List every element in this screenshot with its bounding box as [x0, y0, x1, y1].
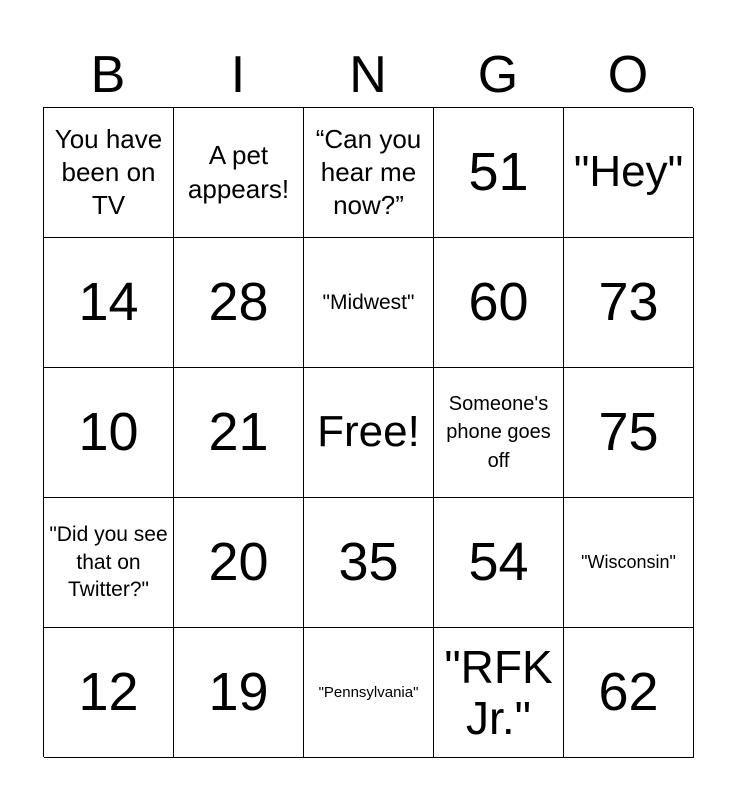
bingo-cell[interactable]: 60 [434, 238, 564, 368]
bingo-cell[interactable]: 62 [564, 628, 694, 758]
header-letter-b: B [90, 46, 126, 104]
bingo-card-grid [43, 107, 693, 757]
bingo-cell[interactable]: "Did you see that on Twitter?" [44, 498, 174, 628]
bingo-cell[interactable]: A pet appears! [174, 108, 304, 238]
bingo-cell[interactable]: "RFK Jr." [434, 628, 564, 758]
bingo-cell[interactable]: “Can you hear me now?” [304, 108, 434, 238]
header-letter-i: I [230, 46, 246, 104]
free-space-cell[interactable]: Free! [304, 368, 434, 498]
bingo-cell[interactable]: 35 [304, 498, 434, 628]
bingo-cell[interactable]: 19 [174, 628, 304, 758]
header-letter-n: N [349, 46, 387, 104]
bingo-cell[interactable]: 10 [44, 368, 174, 498]
bingo-cell[interactable]: You have been on TV [44, 108, 174, 238]
bingo-cell[interactable]: 14 [44, 238, 174, 368]
bingo-cell[interactable]: 21 [174, 368, 304, 498]
header-letter-g: G [477, 46, 519, 104]
bingo-header [43, 42, 693, 108]
bingo-cell[interactable]: "Wisconsin" [564, 498, 694, 628]
bingo-cell[interactable]: 28 [174, 238, 304, 368]
bingo-cell[interactable]: 12 [44, 628, 174, 758]
bingo-cell[interactable]: 75 [564, 368, 694, 498]
bingo-cell[interactable]: 54 [434, 498, 564, 628]
bingo-cell[interactable]: Someone's phone goes off [434, 368, 564, 498]
bingo-cell[interactable]: 51 [434, 108, 564, 238]
bingo-cell[interactable]: 20 [174, 498, 304, 628]
bingo-cell[interactable]: 73 [564, 238, 694, 368]
bingo-cell[interactable]: "Hey" [564, 108, 694, 238]
bingo-cell[interactable]: "Midwest" [304, 238, 434, 368]
bingo-cell[interactable]: "Pennsylvania" [304, 628, 434, 758]
header-letter-o: O [607, 46, 649, 104]
